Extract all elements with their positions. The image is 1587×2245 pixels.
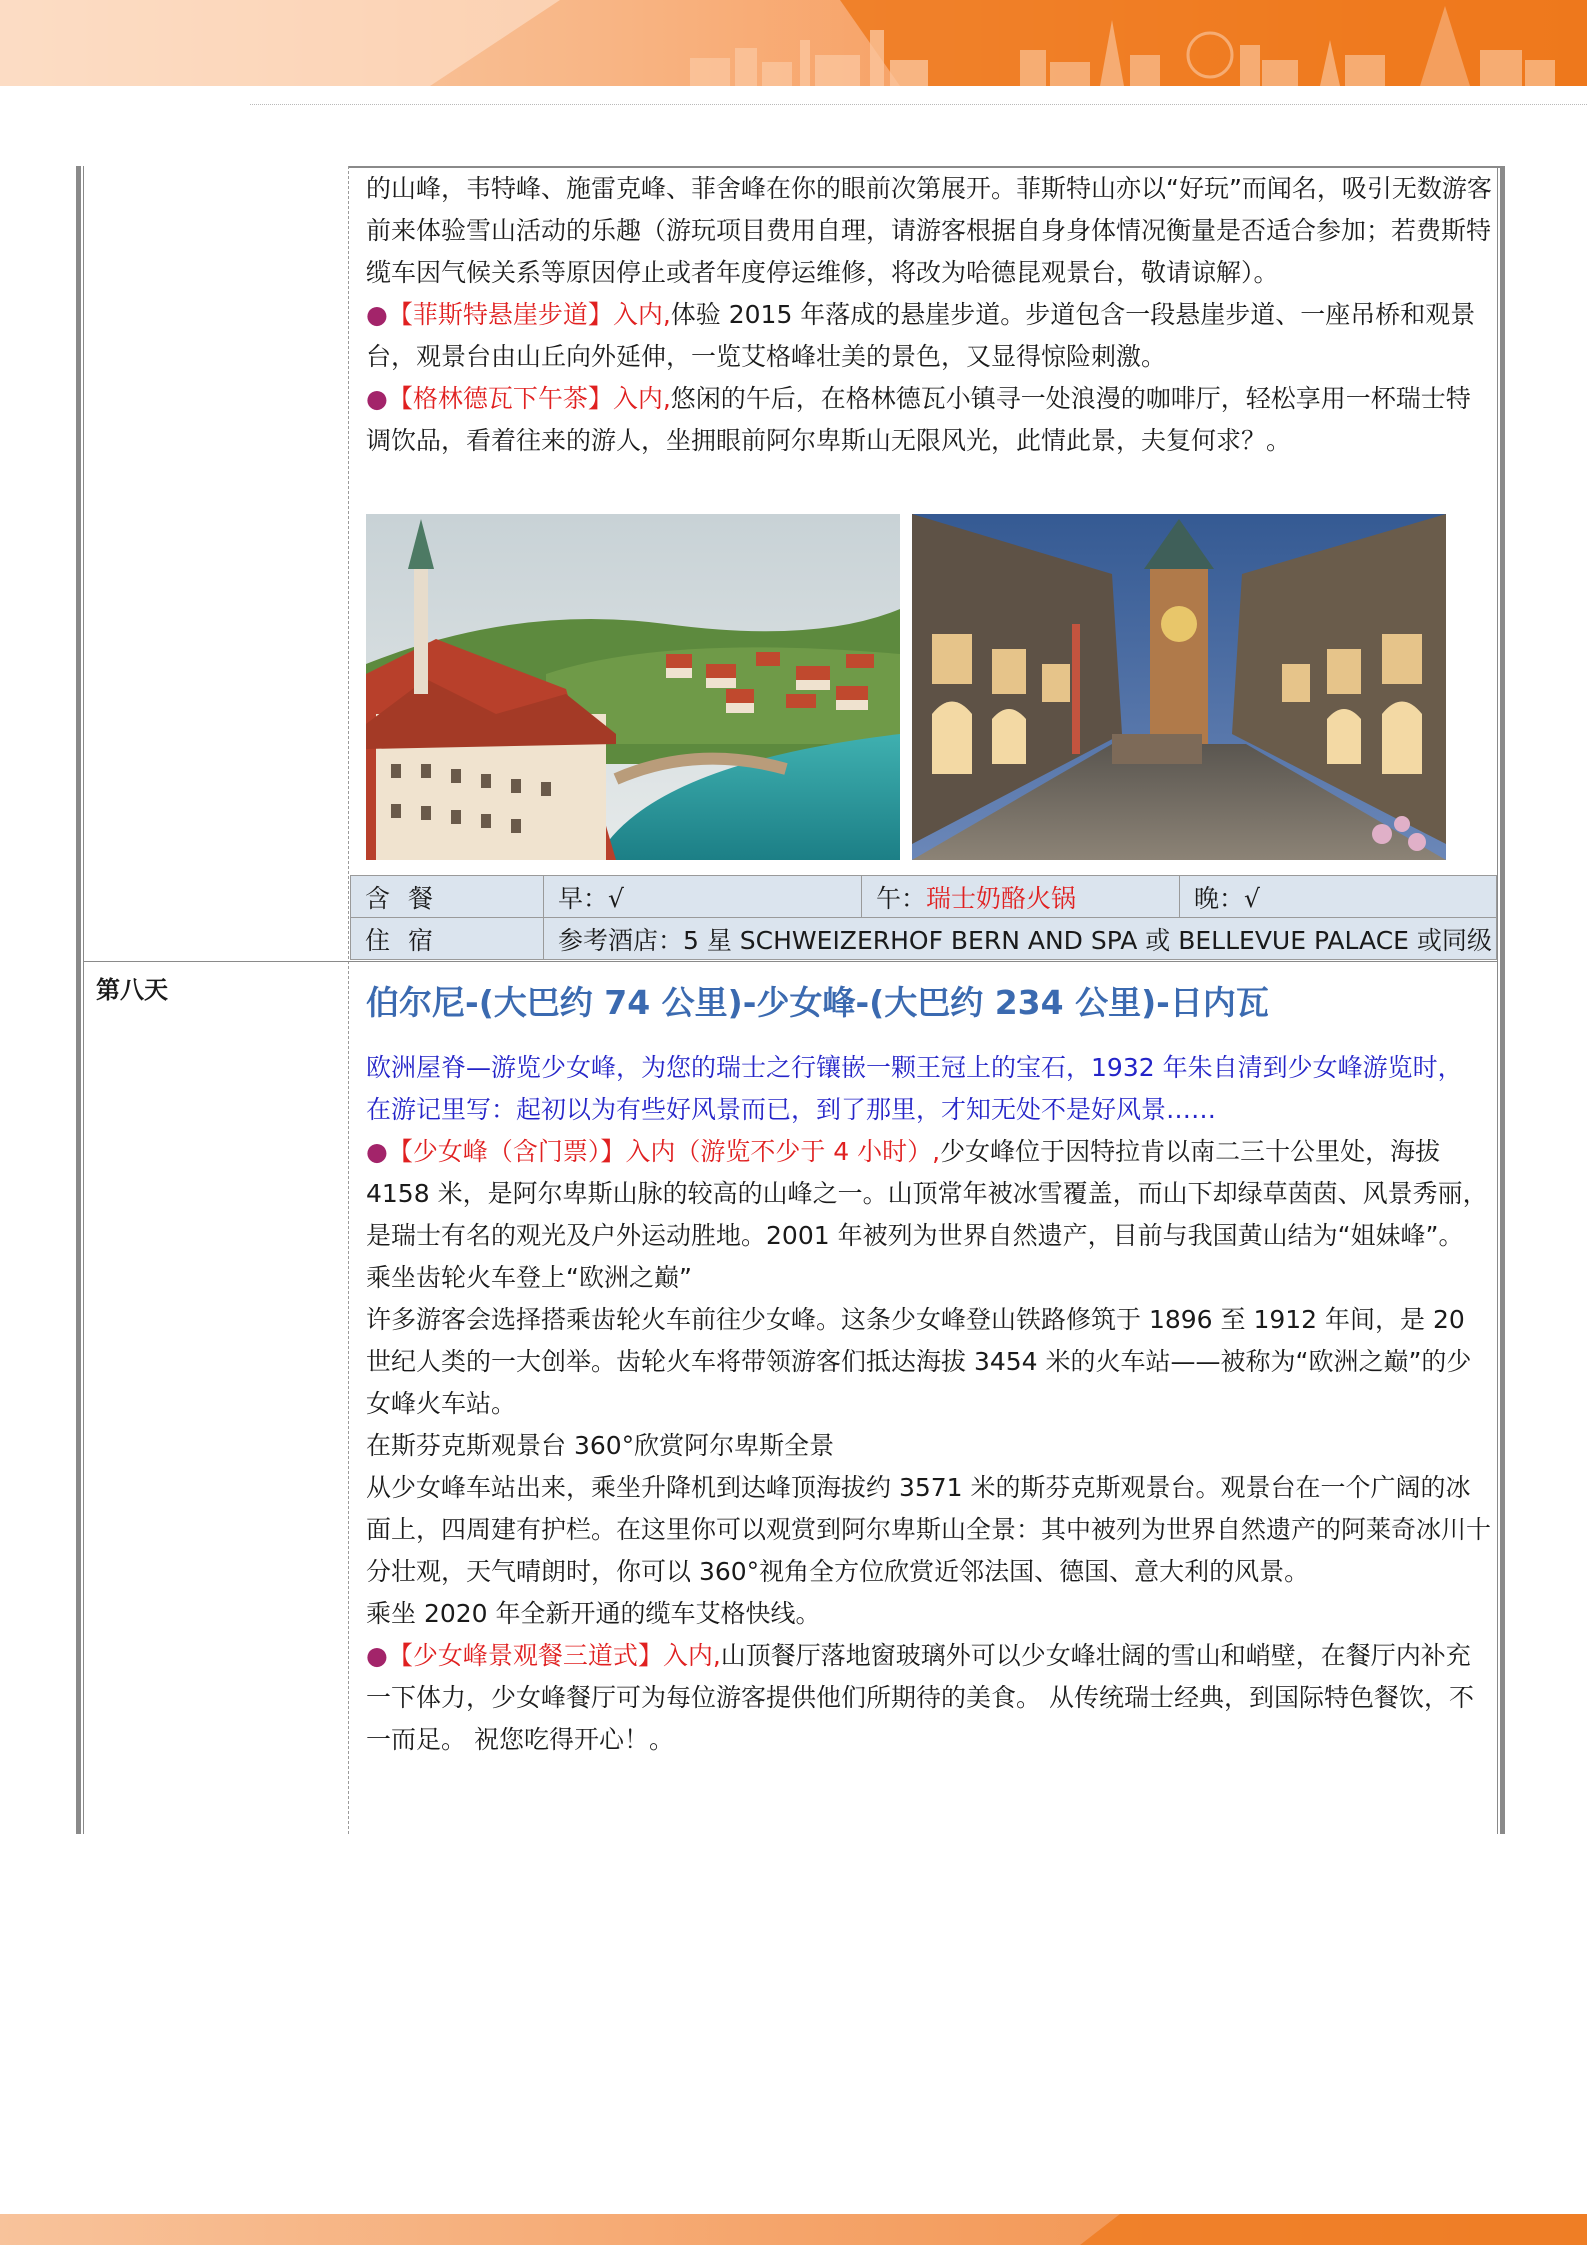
- meals-label: 含餐: [351, 876, 544, 918]
- paragraph-first-cliff-walk: ●【菲斯特悬崖步道】入内,体验 2015 年落成的悬崖步道。步道包含一段悬崖步道、一座吊桥和观景台，观景台由山丘向外延伸，一览艾格峰壮美的景色，又显得惊险刺激。: [366, 300, 1476, 371]
- paragraph-eiger-express: 乘坐 2020 年全新开通的缆车艾格快线。: [366, 1599, 821, 1628]
- table-border-right-inner: [1497, 166, 1498, 1834]
- bullet-icon: ●: [366, 300, 388, 329]
- highlight-title: 【菲斯特悬崖步道】入内,: [387, 300, 671, 329]
- paragraph-sphinx: 从少女峰车站出来，乘坐升降机到达峰顶海拔约 3571 米的斯芬克斯观景台。观景台在一个广阔的冰面上，四周建有护栏。在这里你可以观赏到阿尔卑斯山全景：其中被列为世界自然遗产的阿莱奇冰川十分壮观，天气晴朗时，你可以 360°视角全方位欣赏近邻法国、德国、意大利的风景。: [366, 1473, 1492, 1586]
- paragraph-jungfrau-lunch: ●【少女峰景观餐三道式】入内,山顶餐厅落地窗玻璃外可以少女峰壮阔的雪山和峭壁，在餐厅内补充一下体力，少女峰餐厅可为每位游客提供他们所期待的美食。 从传统瑞士经典，到国际特色餐饮，不一而足。 祝您吃得开心！。: [366, 1641, 1474, 1754]
- table-border-right: [1500, 166, 1505, 1834]
- footer-decoration-icon: [0, 2214, 1587, 2245]
- paragraph-grindelwald-tea: ●【格林德瓦下午茶】入内,悠闲的午后，在格林德瓦小镇寻一处浪漫的咖啡厅，轻松享用一杯瑞士特调饮品，看着往来的游人，坐拥眼前阿尔卑斯山无限风光，此情此景，夫复何求？。: [366, 384, 1471, 455]
- table-border-left: [76, 166, 81, 1834]
- hotel-label: 住宿: [351, 918, 544, 960]
- paragraph-jungfrau: ●【少女峰（含门票）】入内（游览不少于 4 小时）,少女峰位于因特拉肯以南二三十公里处，海拔 4158 米，是阿尔卑斯山脉的较高的山峰之一。山顶常年被冰雪覆盖，而山下却绿草茵茵、风景秀丽，是瑞士有名的观光及户外运动胜地。2001 年被列为世界自然遗产，目前与我国黄山结为“姐妹峰”。: [366, 1137, 1488, 1250]
- day-label: 第八天: [96, 976, 168, 1004]
- intro-paragraph: 欧洲屋脊—游览少女峰，为您的瑞士之行镶嵌一颗王冠上的宝石，1932 年朱自清到少女峰游览时， 在游记里写：起初以为有些好风景而已，到了那里，才知无处不是好风景……: [366, 1053, 1463, 1124]
- highlight-title: 【少女峰（含门票）】入内（游览不少于 4 小时）,: [387, 1137, 941, 1166]
- table-border-left-inner: [83, 166, 84, 1834]
- table-column-divider: [348, 166, 349, 1834]
- header-banner: [0, 0, 1587, 86]
- photo-row: [366, 514, 1446, 860]
- bullet-icon: ●: [366, 1137, 388, 1166]
- day-route-title: 伯尔尼-(大巴约 74 公里)-少女峰-(大巴约 234 公里)-日内瓦: [366, 983, 1269, 1022]
- breakfast-cell: 早：√: [544, 876, 862, 918]
- paragraph-cog-train: 许多游客会选择搭乘齿轮火车前往少女峰。这条少女峰登山铁路修筑于 1896 至 1912 年间，是 20 世纪人类的一大创举。齿轮火车将带领游客们抵达海拔 3454 米的火车站——被称为“欧洲之巅”的少女峰火车站。: [366, 1305, 1472, 1418]
- meals-hotel-table: [350, 875, 1497, 960]
- lunch-value: 瑞士奶酪火锅: [926, 883, 1077, 913]
- table-row-divider: [84, 961, 1498, 962]
- day8-description: [366, 1047, 1494, 1761]
- paragraph-sphinx-heading: 在斯芬克斯观景台 360°欣赏阿尔卑斯全景: [366, 1431, 835, 1460]
- paragraph-mountain-views: 的山峰，韦特峰、施雷克峰、菲舍峰在你的眼前次第展开。菲斯特山亦以“好玩”而闻名，吸引无数游客前来体验雪山活动的乐趣（游玩项目费用自理，请游客根据自身身体情况衡量是否适合参加；若费斯特缆车因气候关系等原因停止或者年度停运维修，将改为哈德昆观景台，敬请谅解）。: [366, 174, 1492, 287]
- dinner-cell: 晚：√: [1180, 876, 1497, 918]
- footer-band: [0, 2214, 1587, 2245]
- bern-clock-tower-street-photo: [912, 514, 1446, 860]
- skyline-decoration-icon: [0, 0, 1587, 86]
- highlight-title: 【少女峰景观餐三道式】入内,: [387, 1641, 721, 1670]
- meals-row: [351, 876, 1497, 918]
- highlight-title: 【格林德瓦下午茶】入内,: [387, 384, 671, 413]
- bullet-icon: ●: [366, 384, 388, 413]
- bullet-icon: ●: [366, 1641, 388, 1670]
- hotel-value: 参考酒店：5 星 SCHWEIZERHOF BERN AND SPA 或 BELLEVUE PALACE 或同级: [544, 918, 1497, 960]
- hotel-row: [351, 918, 1497, 960]
- lunch-cell: 午：瑞士奶酪火锅: [862, 876, 1180, 918]
- bern-river-photo: [366, 514, 900, 860]
- paragraph-cog-train-heading: 乘坐齿轮火车登上“欧洲之巅”: [366, 1263, 692, 1292]
- header-dotted-rule: [250, 104, 1587, 105]
- prev-day-description: [366, 168, 1494, 462]
